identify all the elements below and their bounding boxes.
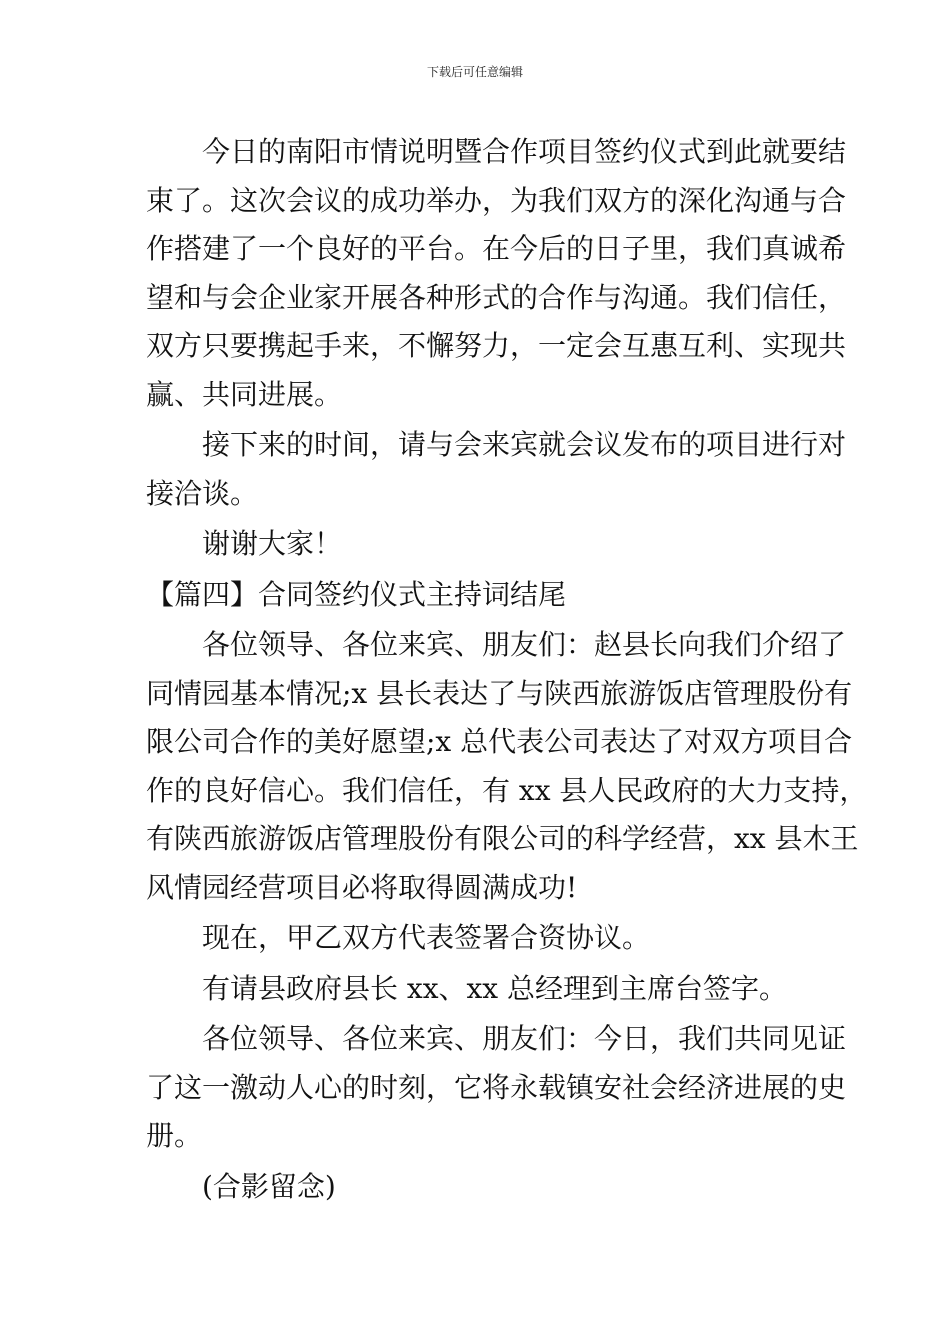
paragraph-thanks: 谢谢大家！	[202, 527, 343, 560]
text-line: 双方只要携起手来，不懈努力，一定会互惠互利、实现共	[146, 329, 847, 362]
text-line: 风情园经营项目必将取得圆满成功!	[146, 870, 578, 904]
text-line: 册。	[146, 1119, 203, 1152]
text-line: 作的良好信心。我们信任，有 xx 县人民政府的大力支持，	[146, 773, 868, 807]
document-body	[146, 128, 868, 1213]
text-line: 接洽谈。	[146, 476, 259, 510]
paragraph-introduction	[146, 621, 868, 912]
text-line: 束了。这次会议的成功举办，为我们双方的深化沟通与合	[146, 183, 847, 217]
text-line: 接下来的时间，请与会来宾就会议发布的项目进行对	[202, 428, 847, 461]
paragraph-next-session	[146, 421, 847, 518]
text-line: 望和与会企业家开展各种形式的合作与沟通。我们信任，	[146, 280, 847, 314]
section-heading: 【篇四】合同签约仪式主持词结尾	[146, 577, 567, 611]
text-line: 同情园基本情况;x 县长表达了与陕西旅游饭店管理股份有	[146, 676, 853, 710]
paragraph-closing-remarks	[146, 128, 847, 419]
text-line: 限公司合作的美好愿望;x 总代表公司表达了对双方项目合	[146, 725, 853, 758]
text-line: 各位领导、各位来宾、朋友们：赵县长向我们介绍了	[202, 628, 847, 661]
text-line: 了这一激动人心的时刻，它将永载镇安社会经济进展的史	[146, 1070, 847, 1104]
text-line: 作搭建了一个良好的平台。在今后的日子里，我们真诚希	[146, 232, 847, 265]
text-line: 有陕西旅游饭店管理股份有限公司的科学经营，xx 县木王	[146, 822, 859, 855]
page-header-note: 下载后可任意编辑	[426, 65, 523, 79]
text-line: 今日的南阳市情说明暨合作项目签约仪式到此就要结	[202, 135, 847, 168]
text-line: 各位领导、各位来宾、朋友们：今日，我们共同见证	[202, 1022, 847, 1055]
paragraph-signing: 现在，甲乙双方代表签署合资协议。	[202, 921, 651, 954]
text-line: 赢、共同进展。	[146, 377, 343, 411]
paragraph-witness	[146, 1015, 847, 1161]
paragraph-group-photo: (合影留念)	[202, 1169, 336, 1203]
paragraph-invitation: 有请县政府县长 xx、xx 总经理到主席台签字。	[202, 971, 787, 1005]
